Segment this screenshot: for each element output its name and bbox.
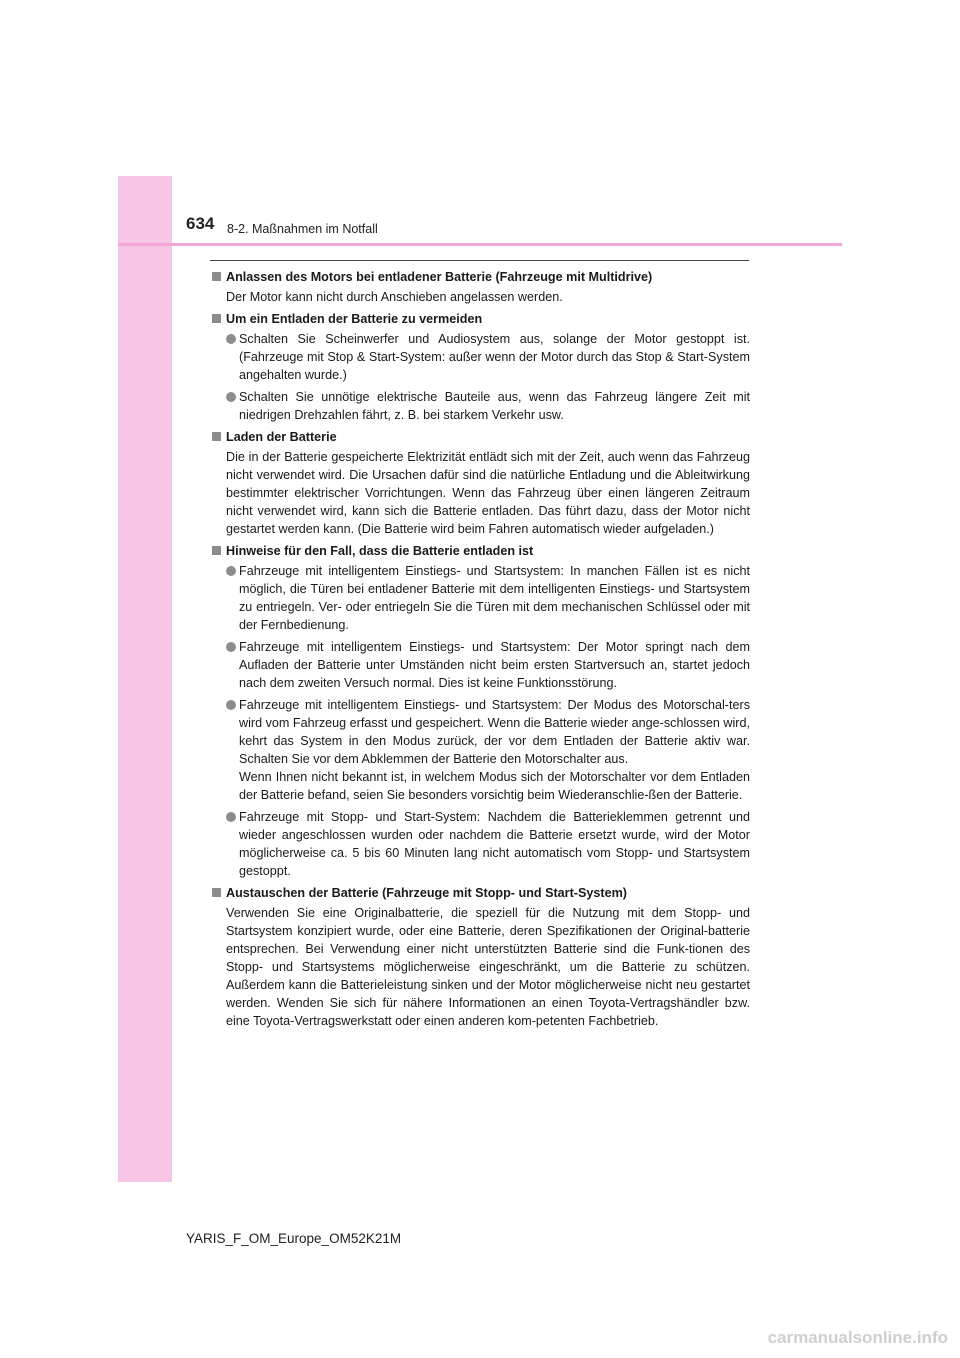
- bullet-item: Schalten Sie Scheinwerfer und Audiosystem aus, solange der Motor gestoppt ist. (Fahrzeuge mit Stop & Start-System: außer wenn der Motor durch das Stop & Start-System angehalten wurde.): [210, 330, 750, 384]
- circle-bullet-icon: [226, 566, 236, 576]
- circle-bullet-icon: [226, 700, 236, 710]
- bullet-item: Fahrzeuge mit intelligentem Einstiegs- und Startsystem: Der Motor springt nach dem Aufladen der Batterie unter Umständen nicht beim ersten Startversuch an, startet jedoch nach dem zweiten Versuch normal. Dies ist keine Funktionsstörung.: [210, 638, 750, 692]
- section-text: Die in der Batterie gespeicherte Elektrizität entlädt sich mit der Zeit, auch wenn das Fahrzeug nicht verwendet wird. Die Ursachen dafür sind die natürliche Entladung und die Ableitwirkung bestimmter elektrischer Vorrichtungen. Wenn das Fahrzeug über einen längeren Zeitraum nicht verwendet wird, kann sich die Batterie entladen. Das führt dazu, dass der Motor nicht gestartet werden kann. (Die Batterie wird beim Fahren automatisch wieder aufgeladen.): [226, 450, 750, 536]
- section-battery-replacement: [210, 884, 750, 1030]
- bullet-item: Fahrzeuge mit Stopp- und Start-System: Nachdem die Batterieklemmen getrennt und wieder angeschlossen wurden oder nachdem die Batterie ersetzt wurde, wird der Motor möglicherweise ca. 5 bis 60 Minuten lang nicht automatisch vom Stopp- und Startsystem gestoppt.: [210, 808, 750, 880]
- section-title: Um ein Entladen der Batterie zu vermeiden: [210, 310, 750, 328]
- square-bullet-icon: [212, 314, 221, 323]
- section-avoid-discharge: [210, 310, 750, 424]
- circle-bullet-icon: [226, 392, 236, 402]
- section-title: Austauschen der Batterie (Fahrzeuge mit Stopp- und Start-System): [210, 884, 750, 902]
- section-discharged-notes: [210, 542, 750, 880]
- square-bullet-icon: [212, 432, 221, 441]
- circle-bullet-icon: [226, 812, 236, 822]
- bullet-item: Fahrzeuge mit intelligentem Einstiegs- und Startsystem: Der Modus des Motorschal-ters wird vom Fahrzeug erfasst und gespeichert. Wenn die Batterie wieder ange-schlossen wird, kehrt das System in den Modus zurück, der vor dem Entladen der Batterie aktiv war. Schalten Sie vor dem Abklemmen der Batterie den Motorschalter aus. Wenn Ihnen nicht bekannt ist, in welchem Modus sich der Motorschalter vor dem Entladen der Batterie befand, seien Sie besonders vorsichtig beim Wiederanschlie-ßen der Batterie.: [210, 696, 750, 804]
- page-number: 634: [186, 214, 215, 233]
- section-start-engine: [210, 268, 750, 306]
- section-text: Verwenden Sie eine Originalbatterie, die speziell für die Nutzung mit dem Stopp- und Startsystem konzipiert wurde, oder eine Batterie, deren Spezifikationen der Original-batterie entsprechen. Bei Verwendung einer nicht unterstützten Batterie sind die Funk-tionen des Stopp- und Startsystems möglicherweise eingeschränkt, um die Batterie zu schützen. Außerdem kann die Batterieleistung sinken und der Motor möglicherweise nicht neu gestartet werden. Wenden Sie sich für nähere Informationen an einen Toyota-Vertragshändler bzw. eine Toyota-Vertragswerkstatt oder einen anderen kom-petenten Fachbetrieb.: [226, 906, 750, 1028]
- footer-doc-id: YARIS_F_OM_Europe_OM52K21M: [186, 1231, 402, 1246]
- square-bullet-icon: [212, 272, 221, 281]
- section-top-rule: [210, 260, 749, 261]
- chapter-title: 8-2. Maßnahmen im Notfall: [227, 222, 378, 236]
- section-title: Anlassen des Motors bei entladener Batterie (Fahrzeuge mit Multidrive): [210, 268, 750, 286]
- page-content: [210, 264, 750, 1034]
- section-text: Der Motor kann nicht durch Anschieben angelassen werden.: [226, 290, 563, 304]
- square-bullet-icon: [212, 888, 221, 897]
- section-title: Hinweise für den Fall, dass die Batterie entladen ist: [210, 542, 750, 560]
- section-title: Laden der Batterie: [210, 428, 750, 446]
- square-bullet-icon: [212, 546, 221, 555]
- circle-bullet-icon: [226, 642, 236, 652]
- bullet-item: Fahrzeuge mit intelligentem Einstiegs- und Startsystem: In manchen Fällen ist es nicht möglich, die Türen bei entladener Batterie mit dem intelligenten Einstiegs- und Startsystem zu entriegeln. Ver- oder entriegeln Sie die Türen mit dem mechanischen Schlüssel oder mit der Fernbedienung.: [210, 562, 750, 634]
- circle-bullet-icon: [226, 334, 236, 344]
- header-rule: [118, 243, 842, 246]
- watermark: carmanualsonline.info: [767, 1328, 948, 1347]
- chapter-side-band: [118, 176, 172, 1182]
- bullet-item: Schalten Sie unnötige elektrische Bauteile aus, wenn das Fahrzeug längere Zeit mit niedrigen Drehzahlen fährt, z. B. bei starkem Verkehr usw.: [210, 388, 750, 424]
- section-charging: [210, 428, 750, 538]
